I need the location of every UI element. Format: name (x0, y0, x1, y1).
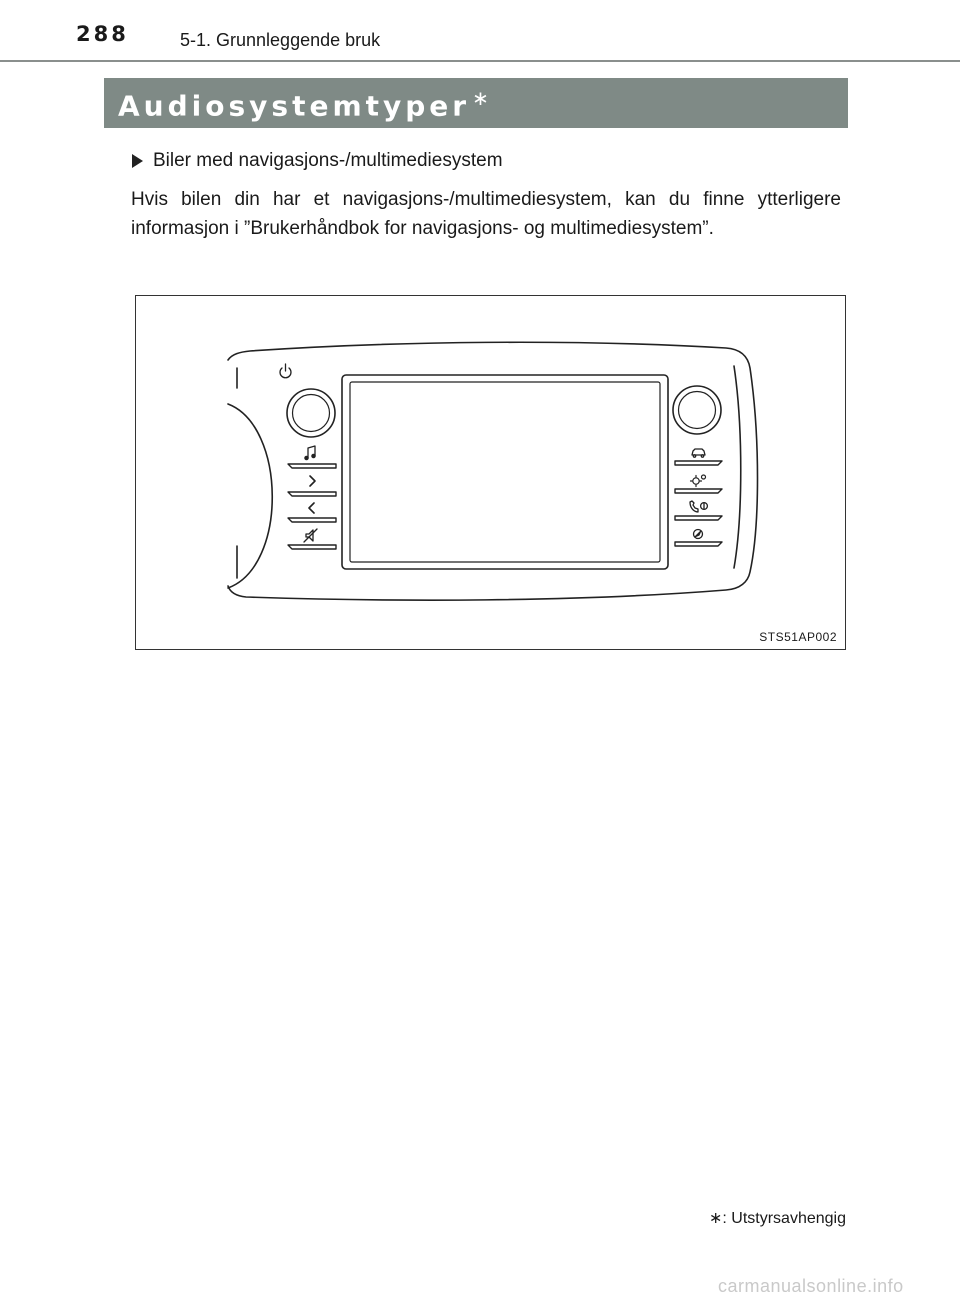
section-title-text: Audiosystemtyper (118, 89, 471, 123)
unit-face-right (734, 366, 741, 568)
dashboard-edge (228, 404, 272, 588)
chevron-right-icon (310, 476, 315, 486)
tune-scroll-knob (673, 386, 721, 434)
chevron-left-icon (309, 503, 314, 513)
availability-marker: ∗ (472, 86, 489, 110)
screen-display (350, 382, 660, 562)
phone-icon (690, 501, 707, 512)
figure-code: STS51AP002 (759, 630, 837, 644)
settings-icon (691, 475, 706, 487)
chapter-title: 5-1. Grunnleggende bruk (180, 30, 381, 50)
footnote (709, 1208, 846, 1228)
music-note-icon (305, 446, 315, 460)
bullet-text: Biler med navigasjons-/multimediesystem (153, 150, 503, 171)
navigation-icon (694, 530, 703, 539)
triangle-bullet-icon (132, 154, 143, 168)
audio-unit-drawing (136, 296, 845, 649)
mute-icon (304, 529, 317, 542)
site-watermark: carmanualsonline.info (718, 1276, 904, 1296)
bullet-item (132, 150, 503, 172)
left-button-column (288, 464, 336, 549)
power-icon (280, 364, 291, 378)
touch-screen (342, 375, 668, 569)
car-icon (692, 449, 705, 457)
footnote-text: : Utstyrsavhengig (722, 1210, 846, 1227)
section-banner (104, 78, 848, 128)
section-title (118, 86, 489, 122)
audio-unit-illustration (135, 295, 846, 650)
page-number: 288 (76, 22, 129, 46)
power-volume-knob (287, 389, 335, 437)
body-paragraph: Hvis bilen din har et navigasjons-/multimediesystem, kan du finne ytterligere informasjon i ”Brukerhåndbok for navigasjons- og multimediesystem”. (131, 189, 841, 239)
header-divider (0, 60, 960, 62)
footnote-marker: ∗ (708, 1210, 723, 1227)
page-header (0, 0, 960, 62)
